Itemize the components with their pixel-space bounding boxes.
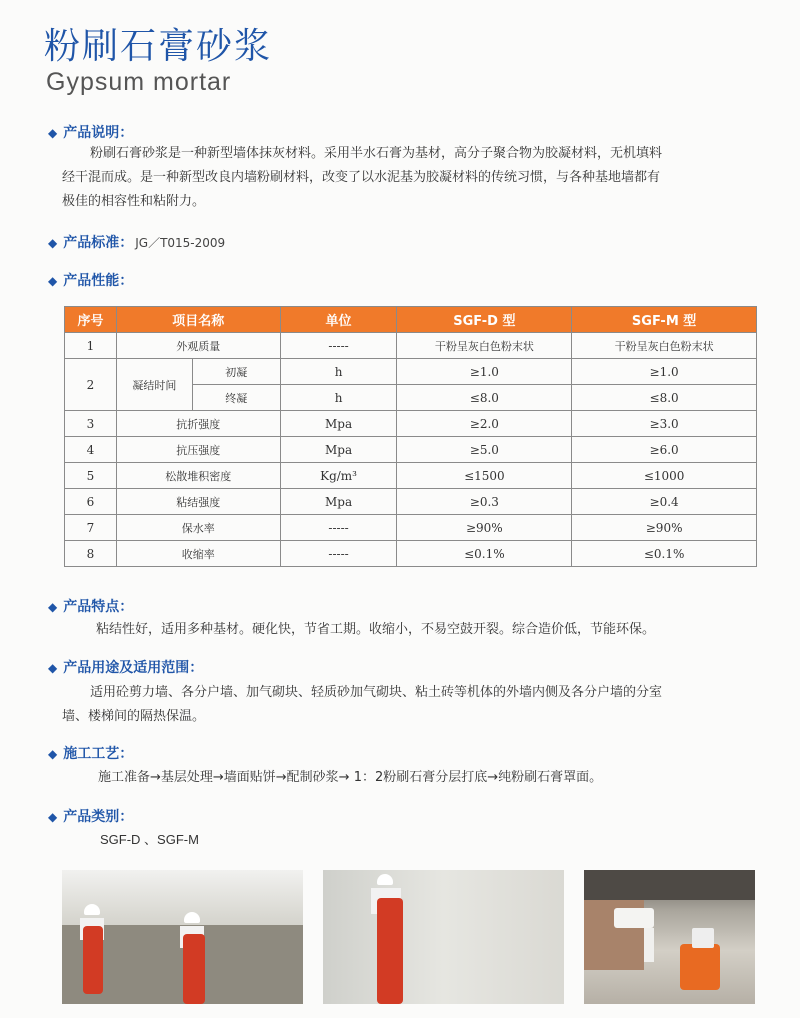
row-unit: Kg/m³ bbox=[280, 463, 397, 489]
table-row bbox=[65, 359, 757, 385]
row-name: 粘结强度 bbox=[116, 489, 280, 515]
row-sgf-d: ≥2.0 bbox=[397, 411, 572, 437]
row-unit: ----- bbox=[280, 515, 397, 541]
description-line-3: 极佳的相容性和粘附力。 bbox=[62, 194, 206, 209]
row-sgf-d: ≥90% bbox=[397, 515, 572, 541]
diamond-bullet-icon: ◆ bbox=[48, 126, 58, 140]
table-row bbox=[65, 437, 757, 463]
diamond-bullet-icon: ◆ bbox=[48, 236, 58, 250]
usage-line-2: 墙、楼梯间的隔热保温。 bbox=[62, 709, 206, 724]
section-standard-heading: ◆ 产品标准： JG／T015-2009 bbox=[48, 235, 226, 251]
row-no: 8 bbox=[65, 541, 117, 567]
section-process-heading: ◆ 施工工艺： bbox=[48, 746, 134, 762]
row-sgf-d: ≥0.3 bbox=[397, 489, 572, 515]
row-sgf-m: 干粉呈灰白色粉末状 bbox=[572, 333, 757, 359]
features-text: 粘结性好，适用多种基材。硬化快，节省工期。收缩小，不易空鼓开裂。综合造价低，节能环保。 bbox=[96, 622, 656, 637]
page-title-cn: 粉刷石膏砂浆 bbox=[44, 26, 273, 67]
section-usage-heading: ◆ 产品用途及适用范围： bbox=[48, 660, 204, 676]
row-sgf-d: ≥5.0 bbox=[397, 437, 572, 463]
row-sgf-m: ≤8.0 bbox=[572, 385, 757, 411]
photo-workers-plastering-wall bbox=[62, 870, 303, 1004]
row-unit: Mpa bbox=[280, 489, 397, 515]
row-sgf-d: 干粉呈灰白色粉末状 bbox=[397, 333, 572, 359]
row-unit: h bbox=[280, 385, 397, 411]
table-row bbox=[65, 411, 757, 437]
row-sgf-m: ≤0.1% bbox=[572, 541, 757, 567]
section-category-heading: ◆ 产品类别： bbox=[48, 809, 134, 825]
row-no: 1 bbox=[65, 333, 117, 359]
performance-table bbox=[64, 306, 757, 567]
category-text: SGF-D 、SGF-M bbox=[100, 832, 199, 847]
row-no: 6 bbox=[65, 489, 117, 515]
table-row bbox=[65, 541, 757, 567]
header-sgf-m: SGF-M 型 bbox=[572, 307, 757, 333]
usage-text bbox=[62, 681, 762, 729]
row-name: 外观质量 bbox=[116, 333, 280, 359]
table-row bbox=[65, 489, 757, 515]
header-unit: 单位 bbox=[280, 307, 397, 333]
table-row bbox=[65, 515, 757, 541]
usage-line-1: 适用砼剪力墙、各分户墙、加气砌块、轻质砂加气砌块、粘土砖等机体的外墙内侧及各分户墙的分室 bbox=[90, 685, 663, 700]
description-text bbox=[62, 142, 762, 214]
photo-spray-machine-room bbox=[584, 870, 755, 1004]
row-no: 7 bbox=[65, 515, 117, 541]
row-sgf-d: ≤1500 bbox=[397, 463, 572, 489]
row-subname: 初凝 bbox=[192, 359, 280, 385]
spray-machine bbox=[680, 944, 720, 990]
row-sgf-m: ≥6.0 bbox=[572, 437, 757, 463]
standard-value: JG／T015-2009 bbox=[135, 236, 226, 250]
header-no: 序号 bbox=[65, 307, 117, 333]
table-header-row bbox=[65, 307, 757, 333]
row-name: 抗压强度 bbox=[116, 437, 280, 463]
diamond-bullet-icon: ◆ bbox=[48, 274, 58, 288]
row-sgf-m: ≤1000 bbox=[572, 463, 757, 489]
row-sgf-d: ≥1.0 bbox=[397, 359, 572, 385]
page-title-en: Gypsum mortar bbox=[46, 68, 232, 96]
process-text: 施工准备→基层处理→墙面贴饼→配制砂浆→ 1：2粉刷石膏分层打底→纯粉刷石膏罩面。 bbox=[98, 770, 603, 785]
row-name: 收缩率 bbox=[116, 541, 280, 567]
row-sgf-d: ≤0.1% bbox=[397, 541, 572, 567]
table-row bbox=[65, 333, 757, 359]
row-unit: ----- bbox=[280, 541, 397, 567]
diamond-bullet-icon: ◆ bbox=[48, 747, 58, 761]
section-description-heading: ◆ 产品说明： bbox=[48, 125, 134, 141]
row-no: 3 bbox=[65, 411, 117, 437]
row-name: 抗折强度 bbox=[116, 411, 280, 437]
row-subname: 终凝 bbox=[192, 385, 280, 411]
row-unit: h bbox=[280, 359, 397, 385]
row-sgf-m: ≥1.0 bbox=[572, 359, 757, 385]
table-row bbox=[65, 463, 757, 489]
row-sgf-m: ≥3.0 bbox=[572, 411, 757, 437]
row-unit: Mpa bbox=[280, 437, 397, 463]
row-sgf-m: ≥90% bbox=[572, 515, 757, 541]
section-performance-heading: ◆ 产品性能： bbox=[48, 273, 134, 289]
row-unit: Mpa bbox=[280, 411, 397, 437]
photo-worker-finished-wall bbox=[323, 870, 564, 1004]
row-sgf-d: ≤8.0 bbox=[397, 385, 572, 411]
section-features-heading: ◆ 产品特点： bbox=[48, 599, 134, 615]
row-unit: ----- bbox=[280, 333, 397, 359]
diamond-bullet-icon: ◆ bbox=[48, 600, 58, 614]
row-name: 松散堆积密度 bbox=[116, 463, 280, 489]
row-sgf-m: ≥0.4 bbox=[572, 489, 757, 515]
row-name: 保水率 bbox=[116, 515, 280, 541]
row-name: 凝结时间 bbox=[116, 359, 192, 411]
header-name: 项目名称 bbox=[116, 307, 280, 333]
diamond-bullet-icon: ◆ bbox=[48, 661, 58, 675]
description-line-1: 粉刷石膏砂浆是一种新型墙体抹灰材料。采用半水石膏为基材，高分子聚合物为胶凝材料，无机填料 bbox=[90, 146, 663, 161]
description-line-2: 经干混而成。是一种新型改良内墙粉刷材料，改变了以水泥基为胶凝材料的传统习惯，与各种基地墙都有 bbox=[62, 170, 661, 185]
row-no: 5 bbox=[65, 463, 117, 489]
header-sgf-d: SGF-D 型 bbox=[397, 307, 572, 333]
diamond-bullet-icon: ◆ bbox=[48, 810, 58, 824]
row-no: 4 bbox=[65, 437, 117, 463]
row-no: 2 bbox=[65, 359, 117, 411]
